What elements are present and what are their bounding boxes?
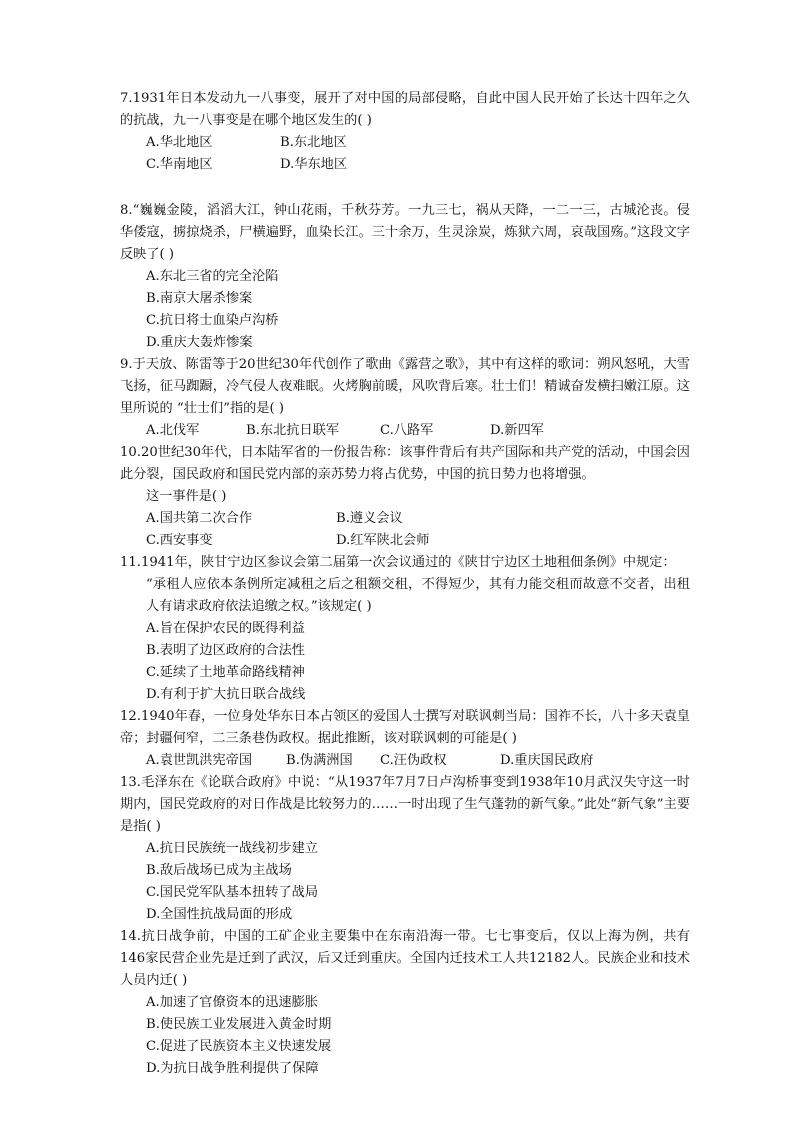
question-10	[120, 442, 690, 552]
option-b: B.敌后战场已成为主战场	[146, 863, 292, 878]
spacer	[120, 176, 690, 198]
option-c: C.华南地区	[146, 157, 213, 172]
question-stem: 7.1931年日本发动九一八事变，展开了对中国的局部侵略，自此中国人民开始了长达十四年之久的抗战，九一八事变是在哪个地区发生的( )	[120, 91, 690, 128]
option-c: C.抗日将士血染卢沟桥	[146, 313, 279, 328]
question-12	[120, 706, 690, 772]
option-c: C.国民党军队基本扭转了战局	[146, 885, 319, 900]
option-b: B.遵义会议	[336, 511, 403, 526]
question-8	[120, 200, 690, 354]
question-stem: 14.抗日战争前，中国的工矿企业主要集中在东南沿海一带。七七事变后，仅以上海为例，共有146家民营企业先是迁到了武汉，后又迁到重庆。全国内迁技术工人共12182人。民族企业和技术人员内迁( )	[120, 929, 690, 988]
options	[120, 132, 690, 176]
question-stem-continued: 这一事件是( )	[146, 489, 227, 504]
option-d: D.重庆国民政府	[500, 753, 594, 768]
option-c: C.延续了土地革命路线精神	[146, 665, 305, 680]
question-stem: 9.于天放、陈雷等于20世纪30年代创作了歌曲《露营之歌》，其中有这样的歌词：朔风怒吼，大雪飞扬，征马踟蹰，冷气侵人夜难眠。火烤胸前暖，风吹背后寒。壮士们！精诚奋发横扫嫩江原。这里所说的 “壮士们”指的是( )	[120, 357, 690, 416]
option-b: B.东北抗日联军	[246, 423, 340, 438]
option-c: C.促进了民族资本主义快速发展	[146, 1039, 332, 1054]
option-d: D.新四军	[490, 423, 544, 438]
question-stem: 11.1941年，陕甘宁边区参议会第二届第一次会议通过的《陕甘宁边区土地租佃条例》中规定：	[120, 555, 676, 570]
option-a: A.华北地区	[146, 135, 213, 150]
options	[120, 508, 690, 552]
question-11	[120, 552, 690, 706]
option-a: A.北伐军	[146, 423, 200, 438]
question-13	[120, 772, 690, 926]
question-stem: 12.1940年春，一位身处华东日本占领区的爱国人士撰写对联讽刺当局：国祚不长，八十多天袁皇帝；封疆何窄，二三条巷伪政权。据此推断，该对联讽刺的可能是( )	[120, 709, 690, 746]
option-d: D.为抗日战争胜利提供了保障	[146, 1061, 319, 1076]
option-a: A.袁世凯洪宪帝国	[146, 753, 253, 768]
option-d: D.红军陕北会师	[336, 533, 430, 548]
question-9	[120, 354, 690, 442]
option-b: B.使民族工业发展进入黄金时期	[146, 1017, 332, 1032]
option-d: D.重庆大轰炸惨案	[146, 335, 253, 350]
question-14	[120, 926, 690, 1080]
option-a: A.东北三省的完全沦陷	[146, 269, 279, 284]
option-a: A.加速了官僚资本的迅速膨胀	[146, 995, 318, 1010]
options	[120, 750, 690, 772]
option-a: A.旨在保护农民的既得利益	[146, 621, 305, 636]
option-a: A.抗日民族统一战线初步建立	[146, 841, 318, 856]
question-stem: 10.20世纪30年代，日本陆军省的一份报告称：该事件背后有共产国际和共产党的活动，中国会因此分裂，国民政府和国民党内部的亲苏势力将占优势，中国的抗日势力也将增强。	[120, 445, 690, 482]
options	[120, 420, 690, 442]
option-d: D.华东地区	[280, 157, 348, 172]
option-b: B.表明了边区政府的合法性	[146, 643, 305, 658]
option-a: A.国共第二次合作	[146, 511, 253, 526]
question-stem-continued: “承租人应依本条例所定减租之后之租额交租，不得短少，其有力能交租而故意不交者，出租人有请求政府依法追缴之权。”该规定( )	[146, 577, 690, 614]
question-list	[120, 88, 690, 1080]
option-d: D.全国性抗战局面的形成	[146, 907, 293, 922]
question-7	[120, 88, 690, 176]
question-stem: 8.“巍巍金陵，滔滔大江，钟山花雨，千秋芬芳。一九三七，祸从天降，一二一三，古城沦丧。侵华倭寇，掳掠烧杀，尸横遍野，血染长江。三十余万，生灵涂炭，炼狱六周，哀哉国殇。”这段文字反映了( )	[120, 203, 690, 262]
option-c: C.西安事变	[146, 533, 213, 548]
option-b: B.伪满洲国	[286, 753, 353, 768]
option-c: C.八路军	[380, 423, 434, 438]
option-d: D.有利于扩大抗日联合战线	[146, 687, 306, 702]
option-c: C.汪伪政权	[380, 753, 447, 768]
option-b: B.东北地区	[280, 135, 347, 150]
question-stem: 13.毛泽东在《论联合政府》中说：“从1937年7月7日卢沟桥事变到1938年10月武汉失守这一时期内，国民党政府的对日作战是比较努力的……一时出现了生气蓬勃的新气象。”此处“新气象”主要是指( )	[120, 775, 690, 834]
option-b: B.南京大屠杀惨案	[146, 291, 253, 306]
